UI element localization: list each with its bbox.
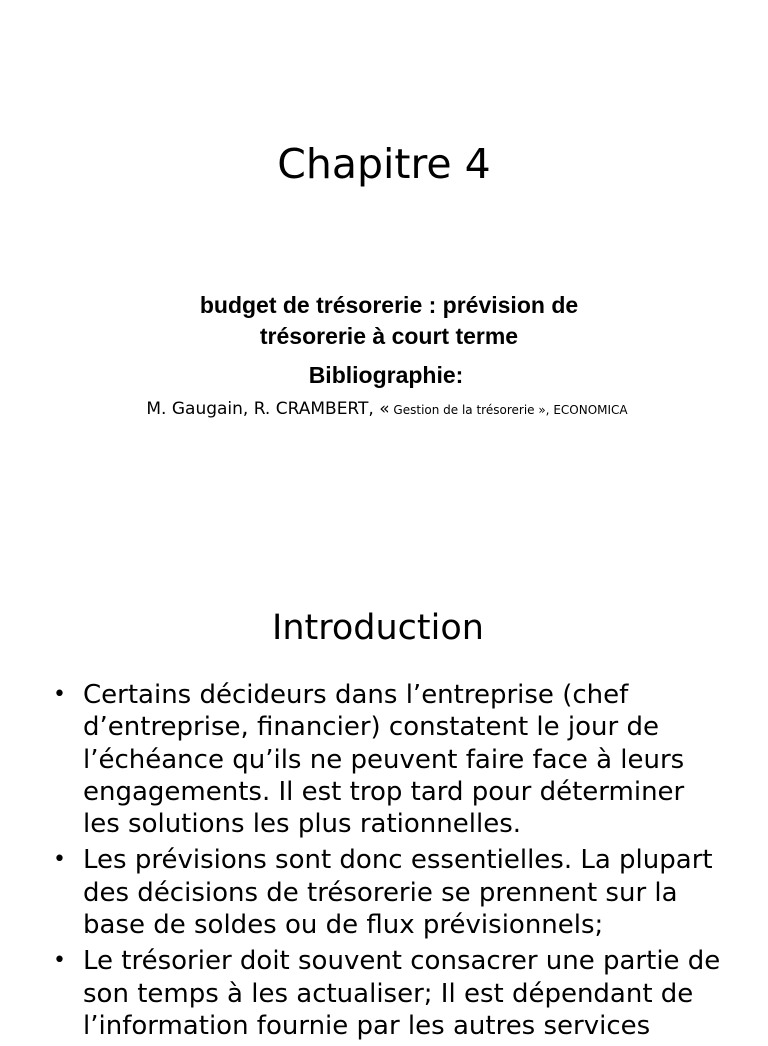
bullet-line: d’entreprise, financier) constatent le jour de	[83, 712, 659, 743]
bullet-icon: •	[53, 948, 66, 974]
bullet-item	[48, 945, 748, 1042]
chapter-title: Chapitre 4	[277, 140, 491, 188]
bullet-line: les solutions les plus rationnelles.	[83, 809, 522, 840]
bullet-line: Les prévisions sont donc essentielles. La plupart	[83, 845, 713, 876]
bullet-line: Le trésorier doit souvent consacrer une partie de	[83, 946, 721, 977]
reference-work: Gestion de la trésorerie », ECONOMICA	[389, 403, 628, 417]
bullet-line: son temps à les actualiser; Il est dépendant de	[83, 978, 694, 1009]
bibliography-reference	[0, 395, 768, 424]
bullet-line: des décisions de trésorerie se prennent sur la	[83, 877, 678, 908]
subtitle-line-1: budget de trésorerie : prévision de	[199, 292, 579, 318]
bullet-item	[48, 679, 748, 840]
bullet-line: Certains décideurs dans l’entreprise (chef	[83, 680, 629, 710]
subtitle-line-2: trésorerie à court terme	[259, 323, 519, 349]
chapter-subtitle	[0, 290, 768, 352]
bullet-line: l’information fournie par les autres services	[83, 1010, 651, 1041]
bullet-line: l’échéance qu’ils ne peuvent faire face à leurs	[83, 744, 685, 775]
bullet-icon: •	[53, 682, 66, 707]
reference-authors: M. Gaugain, R. CRAMBERT, «	[146, 399, 390, 419]
bullet-line: engagements. Il est trop tard pour déterminer	[83, 776, 685, 807]
introduction-title: Introduction	[272, 608, 484, 648]
bibliography-heading: Bibliographie:	[308, 362, 464, 388]
bullet-icon: •	[53, 847, 66, 873]
bullet-item	[48, 844, 748, 941]
introduction-bullet-list	[48, 679, 748, 1046]
bullet-line: base de soldes ou de flux prévisionnels;	[83, 910, 604, 941]
